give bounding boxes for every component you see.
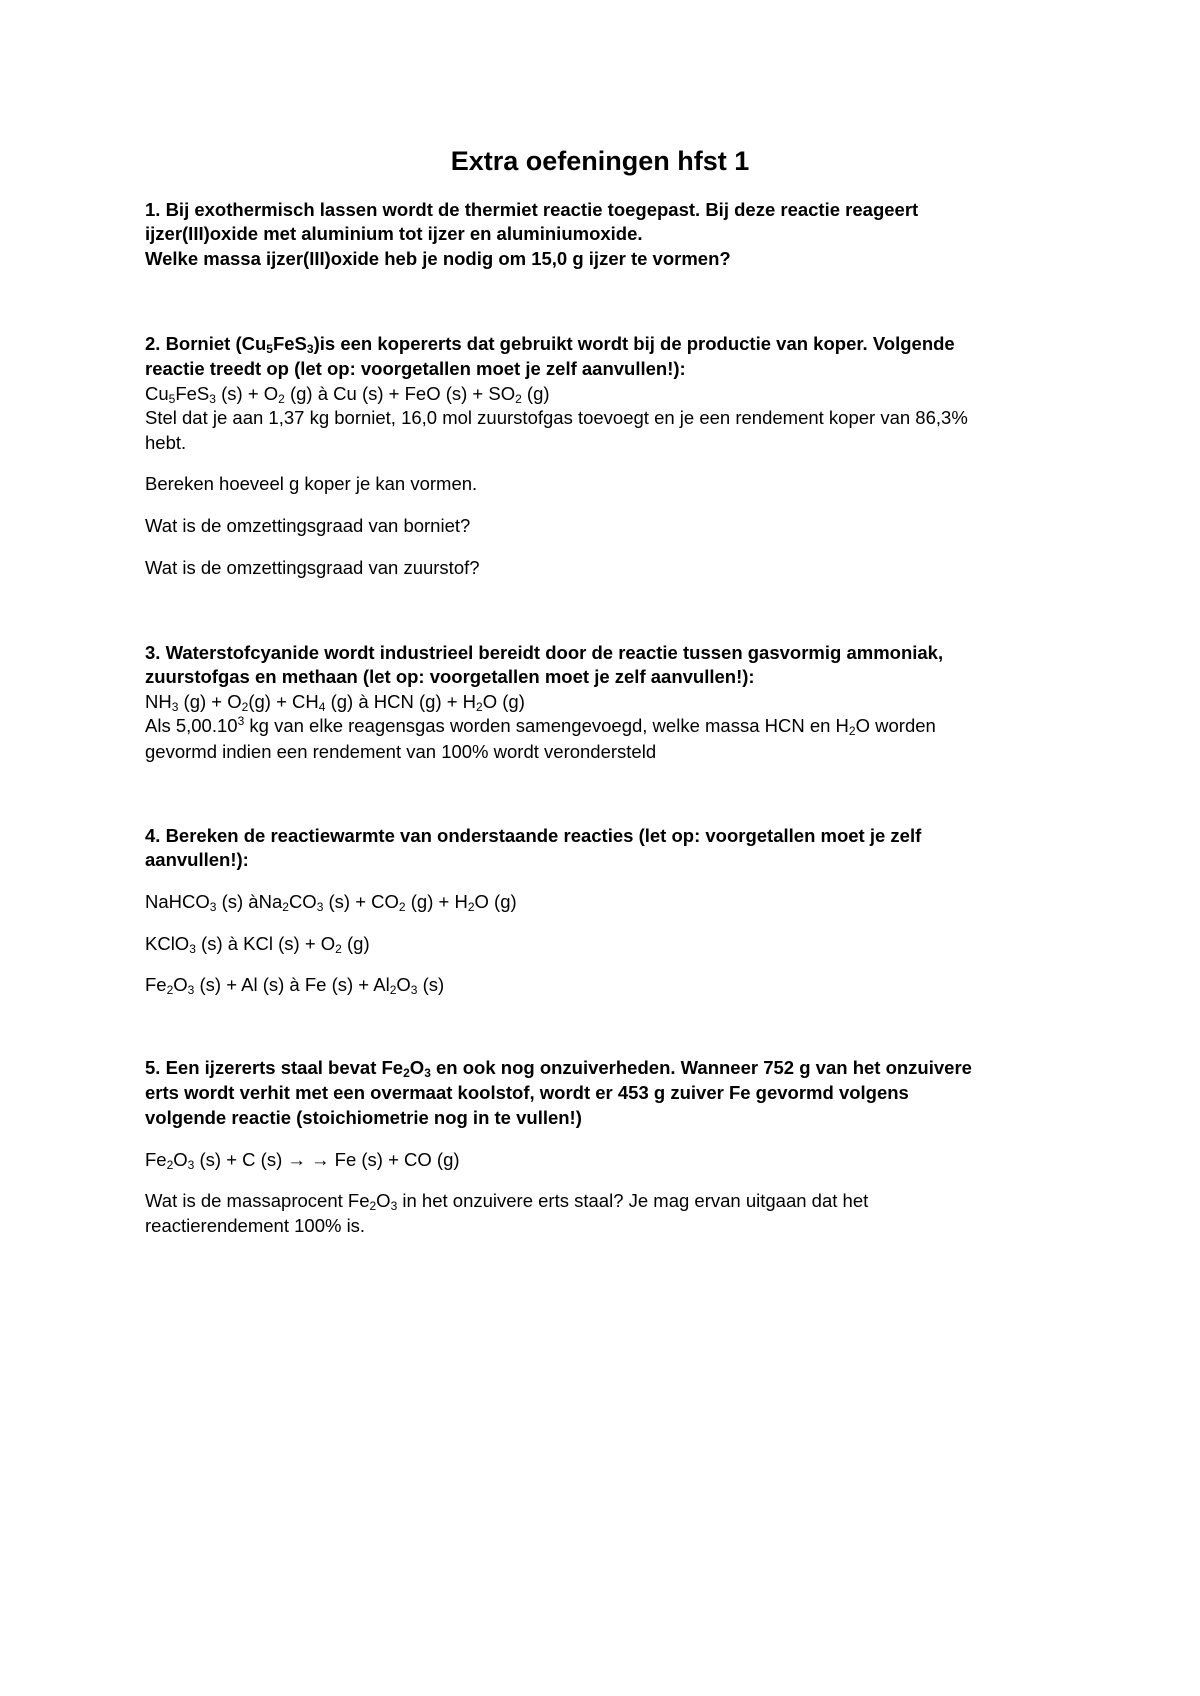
q4-reaction-3: $Fe_2O_3$ (s) + Al (s) à Fe $(s) + Al_2O_3$ (s) — [145, 974, 445, 997]
q1-line-2: ijzer(III)oxide met aluminium tot ijzer en aluminiumoxide. — [145, 223, 643, 244]
q2-line-2: reactie treedt op (let op: voorgetallen moet je zelf aanvullen!): — [145, 358, 686, 379]
q4-reaction-1: NaHCO$_3$ (s) $àNa_2CO_3$ $(s) + CO_2$ $(g) + H_2O$ (g) — [145, 891, 517, 914]
q2-line-5: hebt. — [145, 432, 187, 453]
q5-line-2: erts wordt verhit met een overmaat koolstof, wordt er 453 g zuiver Fe gevormd volgens — [145, 1082, 909, 1103]
q2-question-oxygen: Wat is de omzettingsgraad van zuurstof? — [145, 557, 480, 578]
q2-line-4: Stel dat je aan 1,37 kg borniet, 16,0 mol zuurstofgas toevoegt en je een rendement koper van 86,3% — [145, 407, 968, 428]
q2-equation: $Cu_5FeS_3$ $(s) + O_2$ (g) à Cu (s) + FeO $(s) + SO_2$ (g) — [145, 383, 550, 406]
q5-equation: $Fe_2O_3$ (s) + C (s) → → Fe (s) + CO (g) — [145, 1149, 460, 1172]
q5-line-1: 5. Een ijzererts staal bevat $Fe_2O_3$ en ook nog onzuiverheden. Wanneer 752 g van het onzuivere — [145, 1057, 972, 1080]
page-title: Extra oefeningen hfst 1 — [450, 146, 750, 176]
q3-line-1: 3. Waterstofcyanide wordt industrieel bereidt door de reactie tussen gasvormig ammoniak, — [145, 642, 944, 663]
q4-reaction-2: KClO$_3$ (s) à KCl $(s) + O_2$ (g) — [145, 933, 370, 956]
q4-line-2: aanvullen!): — [145, 849, 249, 870]
q3-line-5: gevormd indien een rendement van 100% wordt verondersteld — [145, 741, 657, 762]
q3-line-4: Als 5,00.10$^3$ kg van elke reagensgas worden samengevoegd, welke massa HCN en $H_2O$ worden — [145, 714, 936, 738]
q5-line-6: reactierendement 100% is. — [145, 1215, 366, 1236]
q4-line-1: 4. Bereken de reactiewarmte van onderstaande reacties (let op: voorgetallen moet je zelf — [145, 825, 922, 846]
q2-question-borniet: Wat is de omzettingsgraad van borniet? — [145, 515, 471, 536]
q3-equation: $NH_3$ $(g) + O_2(g) + CH_4$ (g) à HCN $(g) + H_2O$ (g) — [145, 691, 525, 714]
q2-line-1: 2. Borniet $(Cu_5FeS_3)is$ een kopererts dat gebruikt wordt bij de productie van koper. Volgende — [145, 333, 955, 356]
q3-line-2: zuurstofgas en methaan (let op: voorgetallen moet je zelf aanvullen!): — [145, 666, 755, 687]
q5-line-5: Wat is de massaprocent $Fe_2O_3$ in het onzuivere erts staal? Je mag ervan uitgaan dat het — [145, 1190, 869, 1213]
q1-line-1: 1. Bij exothermisch lassen wordt de thermiet reactie toegepast. Bij deze reactie reageert — [145, 199, 919, 220]
q1-line-3: Welke massa ijzer(III)oxide heb je nodig om 15,0 g ijzer te vormen? — [145, 248, 731, 269]
q5-line-3: volgende reactie (stoichiometrie nog in te vullen!) — [145, 1107, 582, 1128]
q2-question-copper: Bereken hoeveel g koper je kan vormen. — [145, 473, 478, 494]
